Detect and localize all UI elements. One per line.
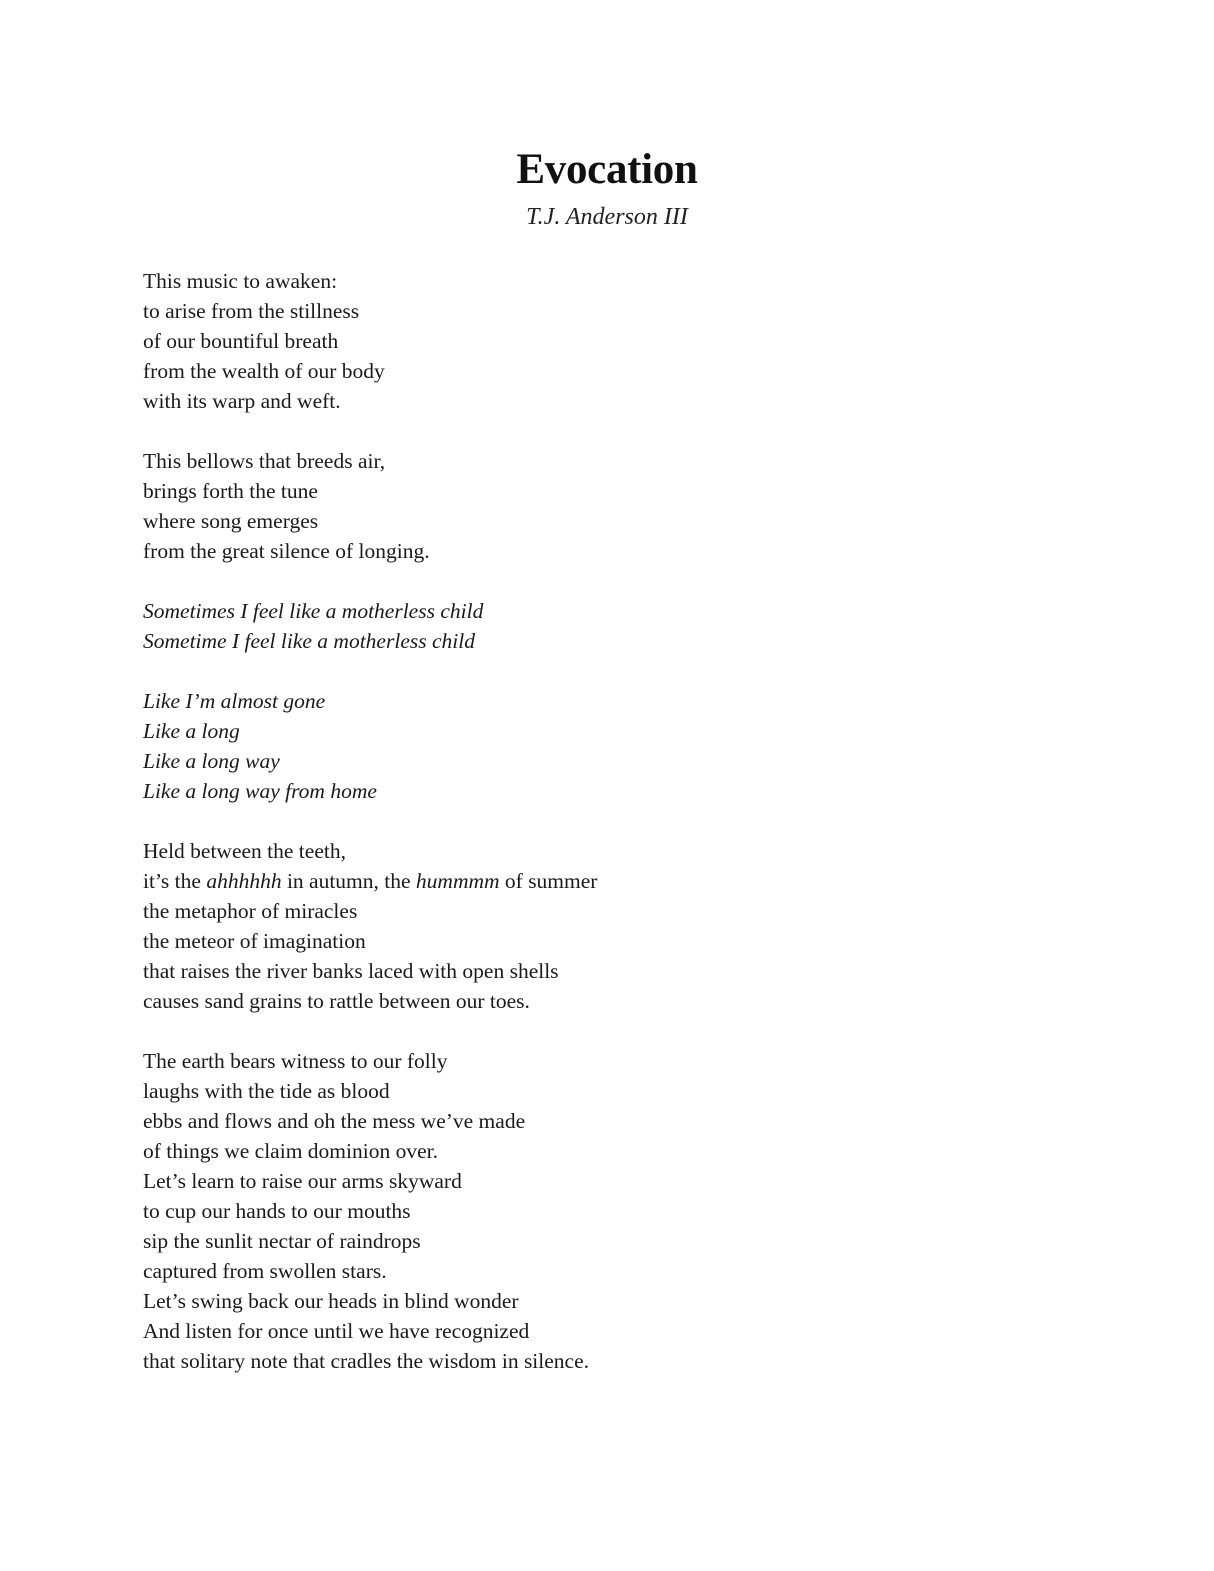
poem-line: Let’s swing back our heads in blind wonder	[143, 1289, 519, 1313]
stanza	[143, 266, 1083, 416]
emphasized-word: ahhhhhh	[206, 869, 282, 893]
poem-body	[143, 266, 1083, 1406]
poem-line: ebbs and flows and oh the mess we’ve made	[143, 1109, 526, 1133]
poem-line: sip the sunlit nectar of raindrops	[143, 1229, 421, 1253]
poem-line: to cup our hands to our mouths	[143, 1199, 411, 1223]
stanza	[143, 686, 1083, 806]
poem-line: And listen for once until we have recognized	[143, 1319, 530, 1343]
stanza	[143, 836, 1083, 1016]
poem-line: brings forth the tune	[143, 479, 318, 503]
poem-title: Evocation	[516, 146, 698, 193]
poem-line: that raises the river banks laced with open shells	[143, 959, 559, 983]
poem-line: the meteor of imagination	[143, 929, 366, 953]
poem-author: T.J. Anderson III	[526, 204, 688, 230]
poem-line: Like a long way from home	[143, 779, 377, 803]
poem-line: of our bountiful breath	[143, 329, 339, 353]
poem-line: The earth bears witness to our folly	[143, 1049, 448, 1073]
poem-line: from the great silence of longing.	[143, 539, 430, 563]
poem-line: Sometime I feel like a motherless child	[143, 629, 475, 653]
poem-line: where song emerges	[143, 509, 319, 533]
poem-line: of things we claim dominion over.	[143, 1139, 438, 1163]
poem-line: Sometimes I feel like a motherless child	[143, 599, 484, 623]
poem-line: Let’s learn to raise our arms skyward	[143, 1169, 462, 1193]
stanza	[143, 1046, 1083, 1376]
line-segment: it’s the	[143, 869, 207, 893]
stanza	[143, 446, 1083, 566]
line-segment: in autumn, the	[281, 869, 416, 893]
poem-line: causes sand grains to rattle between our toes.	[143, 989, 530, 1013]
poem-line: to arise from the stillness	[143, 299, 360, 323]
poem-line: Held between the teeth,	[143, 839, 346, 863]
poem-line: the metaphor of miracles	[143, 899, 358, 923]
poem-line: that solitary note that cradles the wisdom in silence.	[143, 1349, 590, 1373]
poem-line: captured from swollen stars.	[143, 1259, 387, 1283]
poem-line: Like a long	[143, 719, 240, 743]
poem-line	[143, 866, 1083, 896]
line-segment: of summer	[499, 869, 598, 893]
poem-line: Like a long way	[143, 749, 280, 773]
poem-line: with its warp and weft.	[143, 389, 341, 413]
poem-line: This music to awaken:	[143, 269, 338, 293]
poem-line: Like I’m almost gone	[143, 689, 326, 713]
stanza	[143, 596, 1083, 656]
poem-line: This bellows that breeds air,	[143, 449, 386, 473]
poem-line: from the wealth of our body	[143, 359, 385, 383]
poem-line: laughs with the tide as blood	[143, 1079, 390, 1103]
emphasized-word: hummmm	[415, 869, 500, 893]
